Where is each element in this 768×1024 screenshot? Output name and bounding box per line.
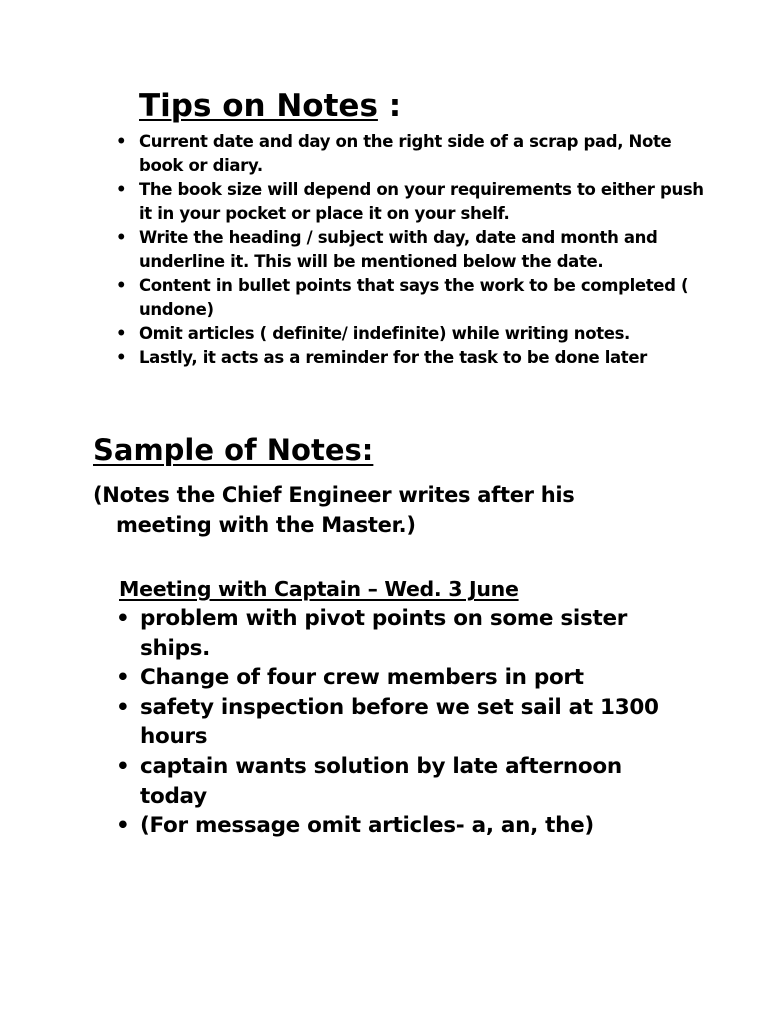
- tips-title: [139, 86, 401, 126]
- note-text: problem with pivot points on some sister ships.: [140, 606, 628, 661]
- tips-list: [116, 130, 716, 370]
- meeting-heading: Meeting with Captain – Wed. 3 June: [119, 577, 519, 601]
- tip-item: [116, 346, 716, 370]
- meeting-notes-list: [116, 604, 676, 841]
- tip-text: Write the heading / subject with day, date and month and underline it. This will be mentioned below the date.: [139, 228, 658, 271]
- tips-title-colon: :: [377, 88, 402, 124]
- sample-title: Sample of Notes:: [93, 433, 374, 467]
- tip-item: [116, 226, 716, 274]
- note-text: safety inspection before we set sail at 1300 hours: [140, 694, 659, 750]
- note-item: [116, 604, 676, 663]
- note-item: [116, 752, 676, 811]
- tip-item: [116, 274, 716, 322]
- bullet-icon: •: [116, 324, 127, 343]
- bullet-icon: •: [116, 276, 127, 295]
- bullet-icon: •: [116, 180, 127, 199]
- note-text: (For message omit articles- a, an, the): [140, 813, 594, 839]
- tip-item: [116, 130, 716, 178]
- note-text: Change of four crew members in port: [140, 665, 584, 691]
- bullet-icon: •: [116, 694, 130, 720]
- sample-subtitle: (Notes the Chief Engineer writes after his meeting with the Master.): [93, 483, 575, 537]
- note-item: [116, 693, 676, 752]
- note-text: captain wants solution by late afternoon today: [140, 753, 622, 809]
- bullet-icon: •: [116, 606, 130, 631]
- tip-text: Content in bullet points that says the work to be completed ( undone): [139, 276, 689, 319]
- tip-text: Lastly, it acts as a reminder for the task to be done later: [139, 348, 647, 367]
- tip-text: Omit articles ( definite/ indefinite) while writing notes.: [139, 324, 630, 343]
- tips-title-text: Tips on Notes: [139, 88, 378, 124]
- tip-text: The book size will depend on your requirements to either push it in your pocket or place it on your shelf.: [139, 180, 704, 223]
- bullet-icon: •: [116, 348, 127, 367]
- bullet-icon: •: [116, 665, 130, 691]
- bullet-icon: •: [116, 132, 127, 151]
- tip-text: Current date and day on the right side of a scrap pad, Note book or diary.: [139, 132, 672, 175]
- note-item: [116, 663, 676, 693]
- bullet-icon: •: [116, 753, 130, 779]
- tip-item: [116, 178, 716, 226]
- bullet-icon: •: [116, 813, 130, 839]
- note-item: [116, 811, 676, 841]
- bullet-icon: •: [116, 228, 127, 247]
- tip-item: [116, 322, 716, 346]
